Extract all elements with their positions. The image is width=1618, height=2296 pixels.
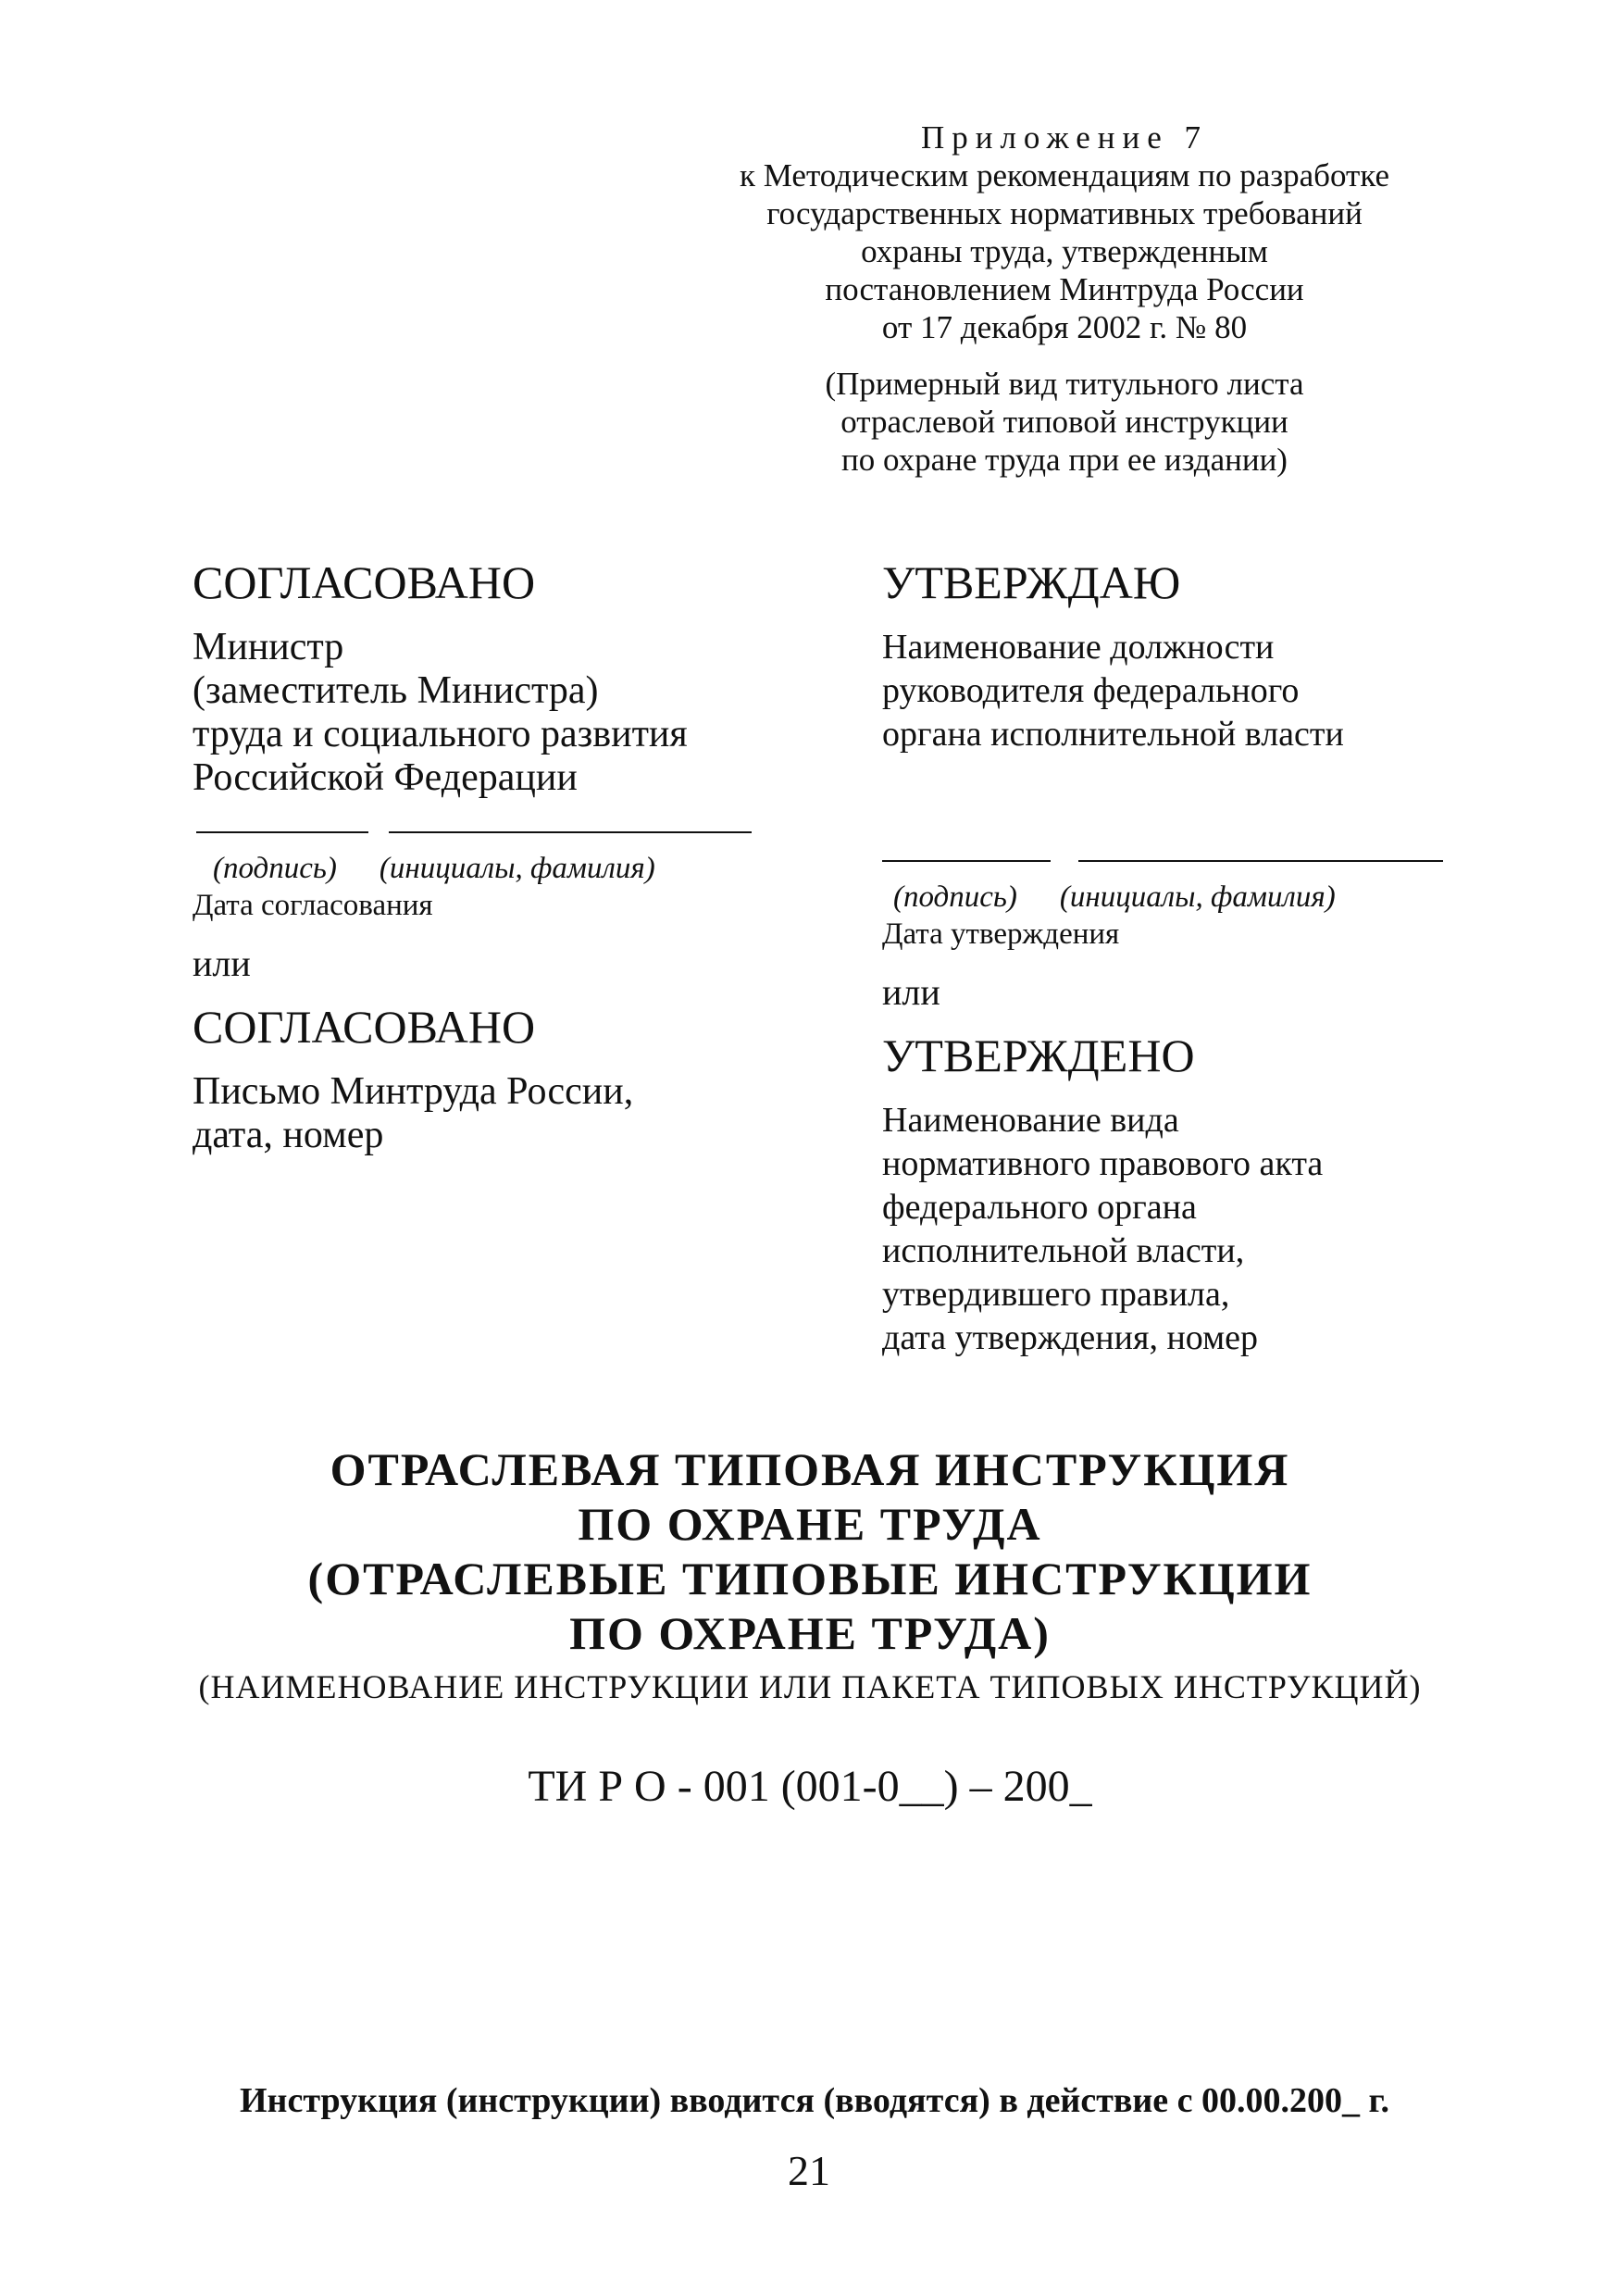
right-body-line: Наименование должности: [882, 628, 1275, 667]
right-heading-2: УТВЕРЖДЕНО: [882, 1029, 1195, 1081]
appendix-title: Приложение 7: [920, 119, 1209, 156]
right-body2-line: исполнительной власти,: [882, 1231, 1245, 1270]
title-line: (ОТРАСЛЕВЫЕ ТИПОВЫЕ ИНСТРУКЦИИ: [307, 1553, 1313, 1604]
right-signature-lines: [882, 860, 1456, 879]
left-signature-labels: [193, 850, 785, 887]
right-body-2: [882, 1099, 1456, 1360]
left-date-label: Дата согласования: [193, 889, 433, 922]
name-label: (инициалы, фамилия): [379, 852, 655, 885]
signature-label: (подпись): [893, 880, 1017, 914]
approval-left-column: [193, 555, 785, 1157]
appendix-note-line: по охране труда при ее издании): [841, 442, 1288, 478]
title-line: ПО ОХРАНЕ ТРУДА): [569, 1607, 1051, 1659]
right-body2-line: дата утверждения, номер: [882, 1318, 1258, 1357]
title-subtitle: (НАИМЕНОВАНИЕ ИНСТРУКЦИИ ИЛИ ПАКЕТА ТИПОВЫХ ИНСТРУКЦИЙ): [198, 1668, 1422, 1705]
appendix-line: государственных нормативных требований: [766, 195, 1363, 231]
appendix-line: постановлением Минтруда России: [825, 271, 1304, 307]
right-or: или: [882, 971, 940, 1013]
left-or: или: [193, 942, 251, 984]
left-body2-line: Письмо Минтруда России,: [193, 1070, 634, 1113]
appendix-header: [648, 119, 1481, 479]
title-line: ОТРАСЛЕВАЯ ТИПОВАЯ ИНСТРУКЦИЯ: [330, 1443, 1290, 1495]
right-signature-labels: [882, 879, 1456, 916]
appendix-line: охраны труда, утвержденным: [861, 233, 1268, 269]
right-heading: УТВЕРЖДАЮ: [882, 556, 1181, 608]
appendix-line: от 17 декабря 2002 г. № 80: [881, 309, 1248, 345]
right-body: [882, 626, 1456, 756]
left-body-line: Российской Федерации: [193, 756, 578, 799]
approval-right-column: [882, 555, 1456, 1360]
right-body2-line: нормативного правового акта: [882, 1144, 1324, 1183]
left-body-line: (заместитель Министра): [193, 669, 599, 712]
name-label: (инициалы, фамилия): [1059, 880, 1336, 914]
right-body2-line: Наименование вида: [882, 1101, 1179, 1140]
appendix-note: [648, 365, 1481, 479]
right-body-line: органа исполнительной власти: [882, 715, 1344, 754]
instruction-code: ТИ Р О - 001 (001-0__) – 200_: [528, 1762, 1092, 1811]
right-body2-line: федерального органа: [882, 1188, 1197, 1227]
left-body-line: труда и социального развития: [193, 713, 688, 755]
appendix-note-line: отраслевой типовой инструкции: [840, 404, 1288, 440]
name-line: [389, 831, 752, 833]
right-date-label: Дата утверждения: [882, 917, 1120, 951]
instruction-title-block: [185, 1442, 1435, 1813]
left-heading-2: СОГЛАСОВАНО: [193, 1001, 536, 1053]
appendix-note-line: (Примерный вид титульного листа: [825, 366, 1304, 402]
name-line: [1078, 860, 1443, 862]
signature-label: (подпись): [213, 852, 337, 885]
left-body: [193, 626, 785, 800]
right-body-line: руководителя федерального: [882, 671, 1300, 710]
effective-date-text: Инструкция (инструкции) вводится (вводятся) в действие с 00.00.200_ г.: [240, 2081, 1389, 2120]
title-line: ПО ОХРАНЕ ТРУДА: [578, 1498, 1042, 1550]
left-body-line: Министр: [193, 626, 344, 668]
right-body2-line: утвердившего правила,: [882, 1275, 1230, 1314]
left-body-2: [193, 1070, 785, 1157]
signature-line: [196, 831, 368, 833]
left-body2-line: дата, номер: [193, 1114, 384, 1156]
left-heading: СОГЛАСОВАНО: [193, 556, 536, 608]
signature-line: [882, 860, 1051, 862]
appendix-line: к Методическим рекомендациям по разработке: [740, 157, 1389, 193]
effective-date-line: [139, 2079, 1490, 2122]
left-signature-lines: [193, 831, 785, 850]
page-number: 21: [788, 2147, 830, 2194]
